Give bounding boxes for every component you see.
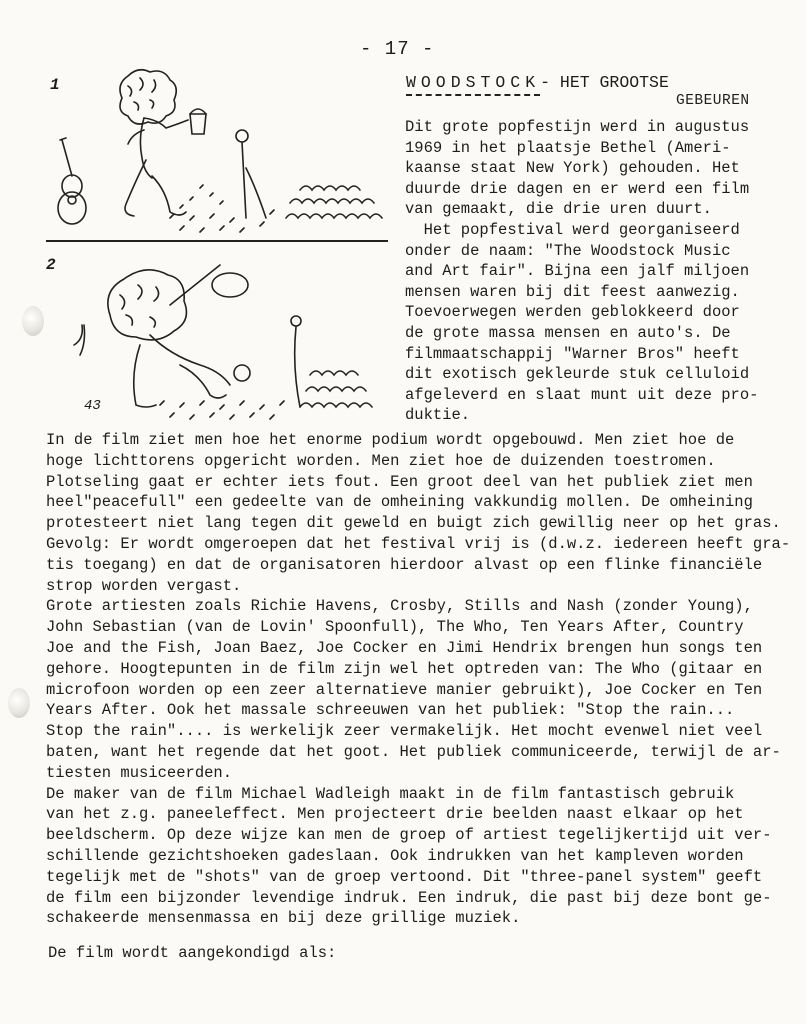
cartoon-illustration-1 — [40, 68, 390, 243]
cartoon-illustration-2 — [60, 255, 380, 425]
page-number: - 17 - — [360, 38, 435, 60]
artist-signature: 43 — [84, 398, 101, 414]
figure-2-number: 2 — [46, 256, 56, 274]
article-title — [406, 73, 669, 92]
title-continuation: GEBEUREN — [676, 93, 750, 109]
closing-sentence: De film wordt aangekondigd als: — [48, 944, 337, 962]
punch-hole — [22, 306, 44, 336]
intro-paragraphs: Dit grote popfestijn werd in augustus 1969 in het plaatsje Bethel (Ameri- kaanse staat New York) gehouden. Het duurde drie dagen en er werd een film van gemaakt, die drie uren duurt. Het popfestival werd georganiseerd onder de naam: "The Woodstock Music and Art fair". Bijna een jalf miljoen mensen waren bij dit feest aanwezig. Toevoerwegen werden geblokkeerd door de grote massa mensen en auto's. De filmmaatschappij "Warner Bros" heeft dit exotisch gekleurde stuk celluloid afgeleverd en slaat munt uit deze pro- duktie. — [405, 118, 759, 425]
figure-1-number: 1 — [50, 76, 60, 94]
title-rest: - HET GROOTSE — [540, 73, 669, 92]
figure-divider — [46, 240, 388, 242]
article-body: In de film ziet men hoe het enorme podium wordt opgebouwd. Men ziet hoe de hoge lichttorens opgericht worden. Men ziet hoe de duizenden toestromen. Plotseling gaat er echter iets fout. Een groot deel van het publiek ziet men heel"peacefull" een gedeelte van de omheining vakkundig mollen. De omheining protesteert niet lang tegen dit geweld en buigt zich gewillig neer op het gras. Gevolg: Er wordt omgeroepen dat het festival vrij is (d.w.z. iedereen heeft gra- tis toegang) en dat de organisatoren hierdoor alvast op een flinke financiële strop worden vergast. Grote artiesten zoals Richie Havens, Crosby, Stills and Nash (zonder Young), John Sebastian (van de Lovin' Spoonfull), The Who, Ten Years After, Country Joe and the Fish, Joan Baez, Joe Cocker en Jimi Hendrix brengen hun songs ten gehore. Hoogtepunten in de film zijn wel het optreden van: The Who (gitaar en microfoon worden op een zeer alternatieve manier gebruikt), Joe Cocker en Ten Years After. Ook het massale schreeuwen van het publiek: "Stop the rain... Stop the rain".... is werkelijk zeer vermakelijk. Het mocht evenwel niet veel baten, want het regende dat het goot. Het publiek communiceerde, terwijl de ar- tiesten musiceerden. De maker van de film Michael Wadleigh maakt in de film fantastisch gebruik van het z.g. paneeleffect. Men projecteert drie beelden naast elkaar op het beeldscherm. Op deze wijze kan men de groep of artiest tegelijkertijd uit ver- schillende gezichtshoeken gadeslaan. Ook indrukken van het kampleven worden tegelijk met de "shots" van de groep vertoond. Dit "three-panel system" geeft de film een bijzonder levendige indruk. Een indruk, die past bij deze bont ge- schakeerde mensenmassa en bij deze grillige muziek. — [46, 431, 791, 928]
punch-hole — [8, 688, 30, 718]
title-woodstock: WOODSTOCK — [406, 73, 540, 96]
